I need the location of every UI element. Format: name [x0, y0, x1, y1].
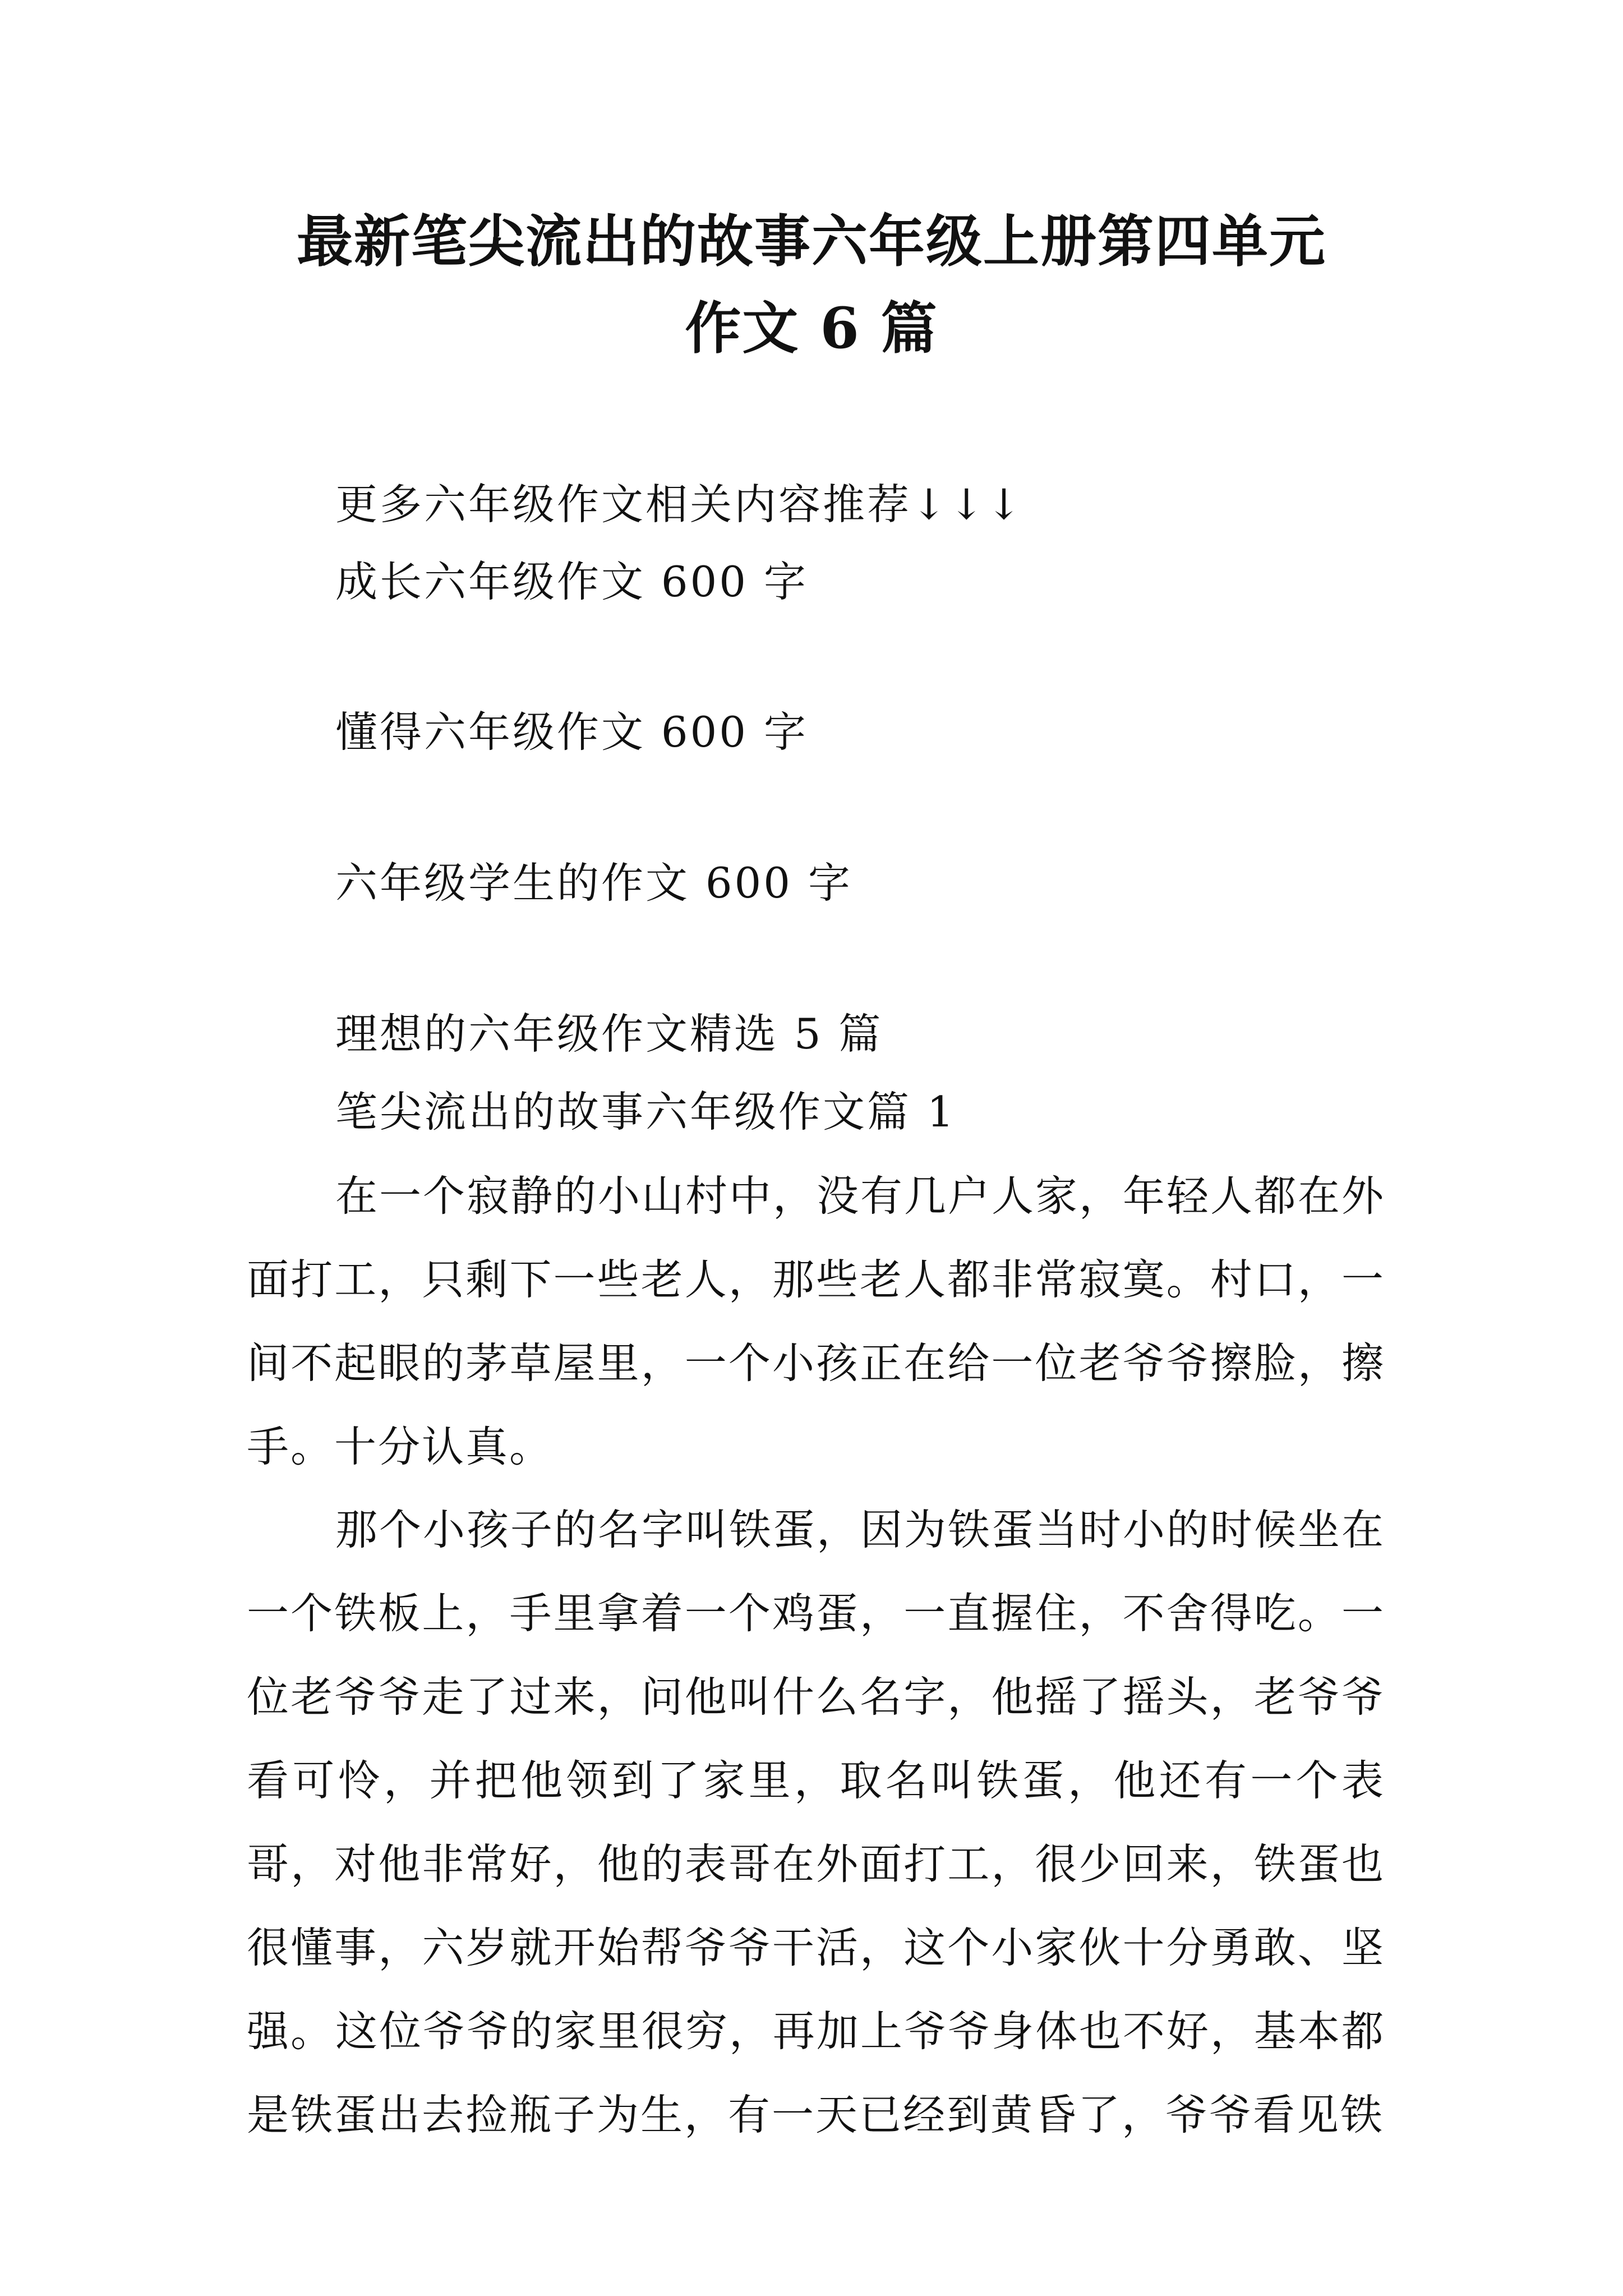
recommend-link-ideal[interactable]: 理想的六年级作文精选 5 篇 — [335, 1009, 883, 1059]
recommend-heading: 更多六年级作文相关内容推荐↓↓↓ — [335, 480, 1024, 529]
recommend-link-student-essay[interactable]: 六年级学生的作文 600 字 — [335, 858, 852, 908]
document-title-line-1: 最新笔尖流出的故事六年级上册第四单元 — [297, 208, 1326, 274]
body-paragraph: 在一个寂静的小山村中，没有几户人家，年轻人都在外面打工，只剩下一些老人，那些老人都非常寂寞。村口，一间不起眼的茅草屋里，一个小孩正在给一位老爷爷擦脸，擦手。十分认真。 — [247, 1171, 1386, 1471]
section-heading: 笔尖流出的故事六年级作文篇 1 — [335, 1087, 956, 1137]
body-paragraph: 这位爷爷的家里很穷，再加上爷爷身体也不好，基本都是铁蛋出去捡瓶子为生，有一天已经到黄昏了，爷爷看见铁 — [247, 2007, 1386, 2139]
recommend-link-growth[interactable]: 成长六年级作文 600 字 — [335, 557, 808, 606]
body-paragraph: 那个小孩子的名字叫铁蛋，因为铁蛋当时小的时候坐在一个铁板上，手里拿着一个鸡蛋，一直握住，不舍得吃。一位老爷爷走了过来，问他叫什么名字，他摇了摇头，老爷爷看可怜，并把他领到了家里，取名叫铁蛋，他还有一个表哥，对他非常好，他的表哥在外面打工，很少回来，铁蛋也很懂事，六岁就开始帮爷爷干活，这个小家伙十分勇敢、坚强。 — [247, 1505, 1386, 2056]
recommend-link-understanding[interactable]: 懂得六年级作文 600 字 — [335, 707, 808, 757]
document-title-line-2: 作文 6 篇 — [685, 295, 938, 361]
